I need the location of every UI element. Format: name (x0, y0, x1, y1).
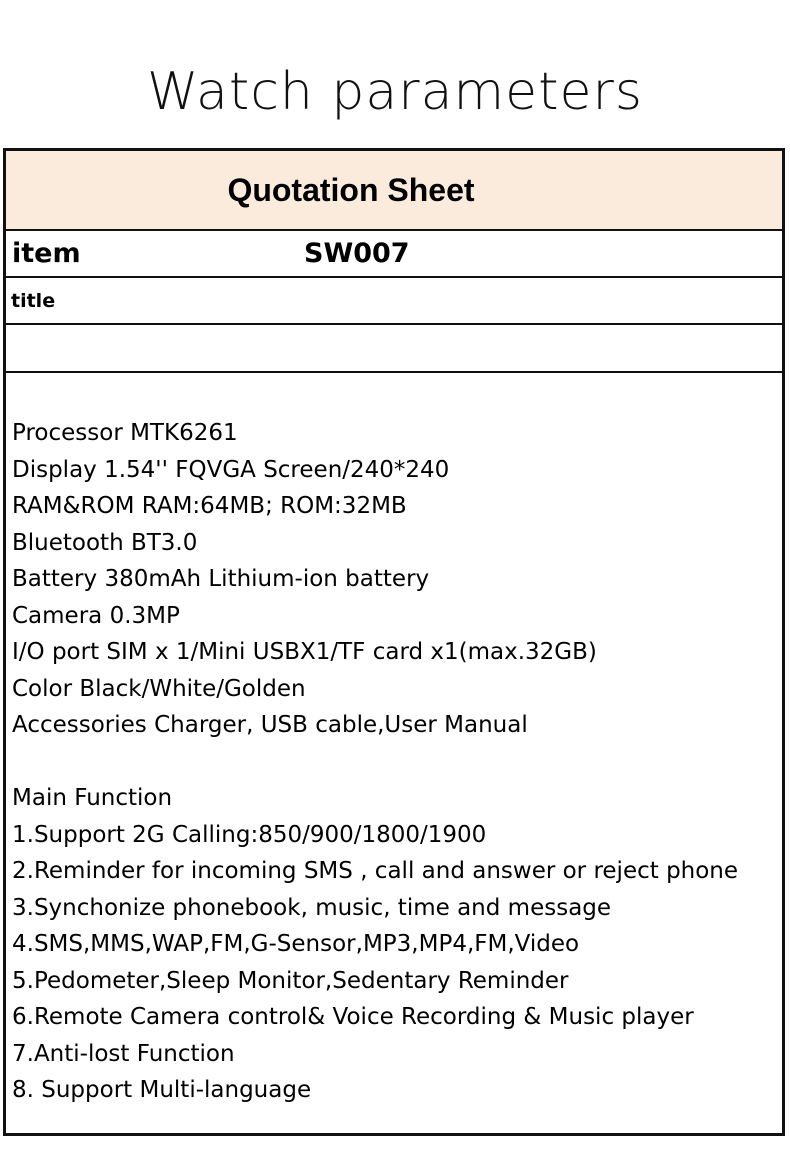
blank-row (6, 325, 782, 373)
spec-content (12, 415, 778, 1109)
spec-item: Battery 380mAh Lithium-ion battery (12, 566, 430, 592)
function-list (12, 817, 778, 1109)
spec-item: Color Black/White/Golden (12, 675, 306, 702)
function-item: 7.Anti-lost Function (12, 1040, 235, 1067)
spec-item: I/O port SIM x 1/Mini USBX1/TF card x1(max.32GB) (12, 639, 597, 665)
item-label: item (12, 238, 81, 269)
function-item: 6.Remote Camera control& Voice Recording & Music player (12, 1004, 694, 1030)
item-row (6, 231, 782, 278)
function-item: 1.Support 2G Calling:850/900/1800/1900 (12, 821, 487, 848)
sheet-header: Quotation Sheet (227, 172, 475, 208)
spec-item: RAM&ROM RAM:64MB; ROM:32MB (12, 493, 407, 519)
spec-item: Accessories Charger, USB cable,User Manual (12, 712, 528, 738)
function-item: 4.SMS,MMS,WAP,FM,G-Sensor,MP3,MP4,FM,Video (12, 931, 580, 957)
spec-item: Bluetooth BT3.0 (12, 529, 198, 556)
function-item: 5.Pedometer,Sleep Monitor,Sedentary Reminder (12, 967, 569, 994)
spec-item: Processor MTK6261 (12, 420, 238, 446)
page-title: Watch parameters (146, 62, 644, 122)
function-item: 2.Reminder for incoming SMS , call and answer or reject phone (12, 858, 739, 884)
title-row (6, 278, 782, 325)
main-function-block (12, 780, 778, 1109)
title-label: title (11, 290, 56, 312)
spec-list (12, 415, 778, 744)
function-item: 3.Synchonize phonebook, music, time and message (12, 894, 612, 921)
sheet-header-row (6, 151, 782, 231)
quotation-sheet (3, 148, 785, 1136)
spec-item: Display 1.54'' FQVGA Screen/240*240 (12, 456, 450, 483)
function-item: 8. Support Multi-language (12, 1077, 312, 1103)
spec-item: Camera 0.3MP (12, 602, 180, 629)
main-function-title: Main Function (12, 785, 173, 811)
item-value: SW007 (304, 238, 410, 269)
